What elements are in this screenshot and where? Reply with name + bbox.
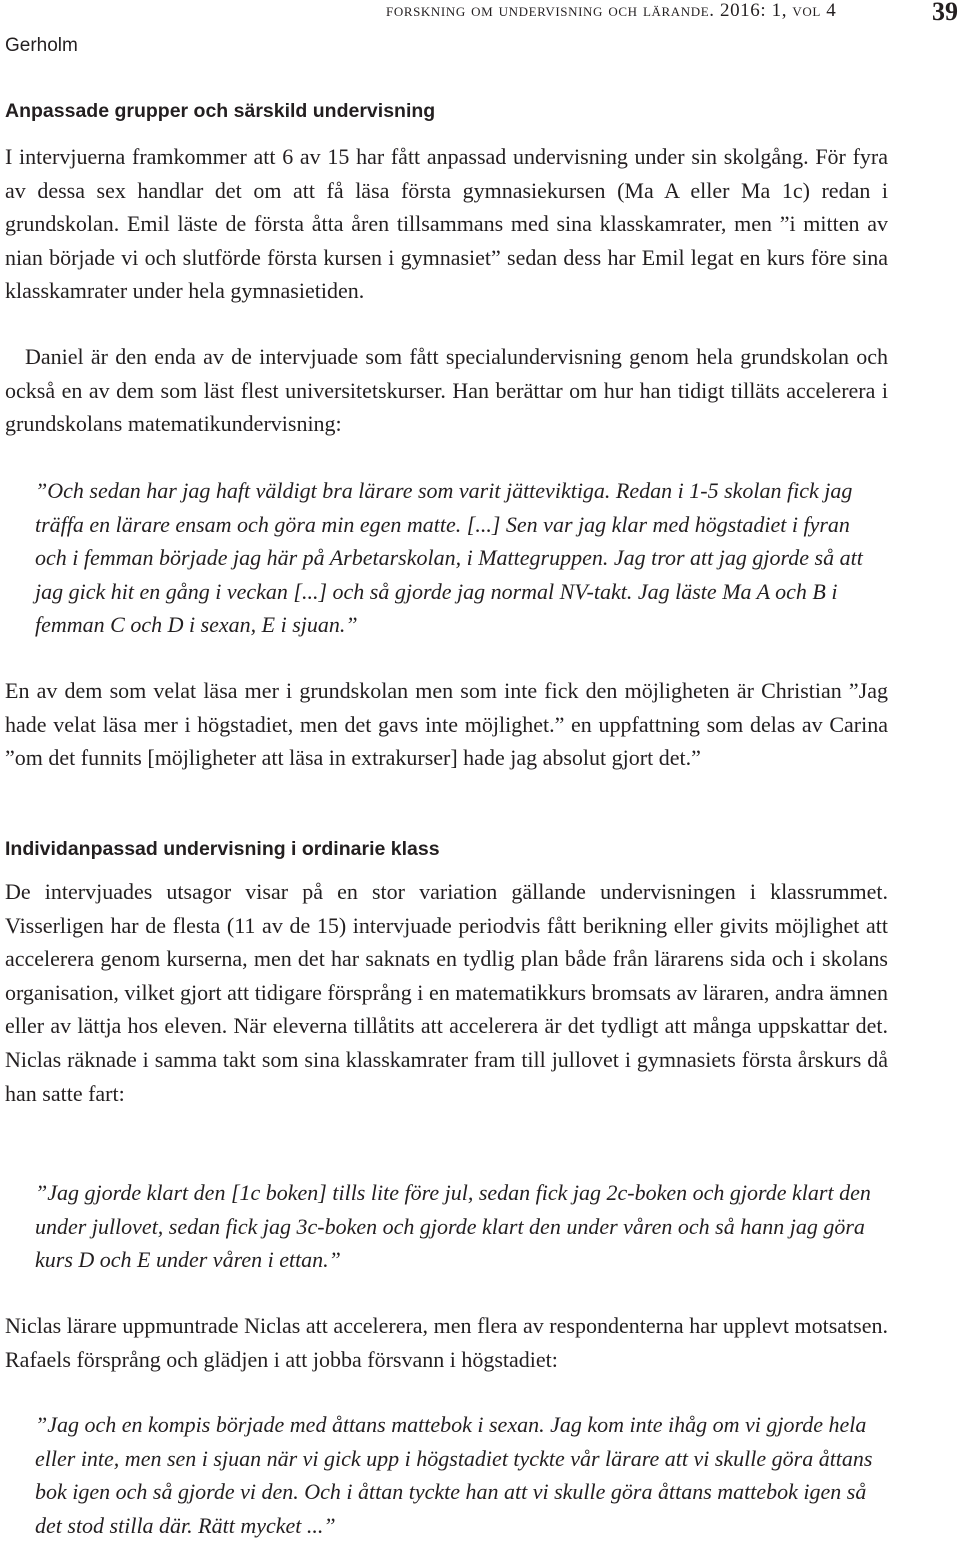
paragraph-niclas-rafael: Niclas lärare uppmuntrade Niclas att accelerera, men flera av respondenterna har upplevt motsatsen. Rafaels försprång och glädjen i att jobba försvann i högstadiet: <box>5 1313 888 1372</box>
paragraph-anpassad-undervisning: I intervjuerna framkommer att 6 av 15 har fått anpassad undervisning under sin skolgång. För fyra av dessa sex handlar det om att få läsa första gymnasiekursen (Ma A eller Ma 1c) redan i grundskolan. Emil läste de första åtta åren tillsammans med sina klasskamrater, men ”i mitten av nian började vi och slutförde första kursen i gymnasiet” sedan dess har Emil legat en kurs före sina klasskamrater under hela gymnasietiden. <box>5 144 888 304</box>
quote-niclas: ”Jag gjorde klart den [1c boken] tills lite före jul, sedan fick jag 2c-boken och gjorde klart den under jullovet, sedan fick jag 3c-boken och gjorde klart den under våren och så hann jag göra kurs D och E under våren i ettan.” <box>35 1180 871 1273</box>
section-heading-anpassade-grupper: Anpassade grupper och särskild undervisning <box>5 100 436 122</box>
section-heading-individanpassad: Individanpassad undervisning i ordinarie klass <box>5 838 440 860</box>
paragraph-daniel: Daniel är den enda av de intervjuade som fått specialundervisning genom hela grundskolan och också en av dem som läst flest universitetskurser. Han berättar om hur han tidigt tilläts accelerera i grundskolans matematikundervisning: <box>5 344 888 437</box>
page-number: 39 <box>932 0 958 26</box>
running-header-author: Gerholm <box>5 35 78 56</box>
quote-daniel: ”Och sedan har jag haft väldigt bra lärare som varit jätteviktiga. Redan i 1-5 skolan fick jag träffa en lärare ensam och göra min egen matte. [...] Sen var jag klar med högstadiet i fyran och i femman började jag här på Arbetarskolan, i Mattegruppen. Jag tror att jag gjorde så att jag gick hit en gång i veckan [...] och så gjorde jag normal NV-takt. Jag läste Ma A och B i femman C och D i sexan, E i sjuan.” <box>35 478 863 638</box>
paragraph-christian-carina: En av dem som velat läsa mer i grundskolan men som inte fick den möjligheten är Christian ”Jag hade velat läsa mer i högstadiet, men det gavs inte möjlighet.” en uppfattning som delas av Carina ”om det funnits [möjligheter att läsa in extrakurser] hade jag absolut gjort det.” <box>5 678 888 771</box>
paragraph-variation-undervisning: De intervjuades utsagor visar på en stor variation gällande undervisningen i klassrummet. Visserligen har de flesta (11 av de 15) intervjuade periodvis fått berikning eller givits möjlighet att accelerera genom kurserna, men det har saknats en tydlig plan både från lärarens sida och i skolans organisation, vilket gjort att tidigare försprång i en matematikkurs bromsats av läraren, andra ämnen eller av lättja hos eleven. När eleverna tillåtits att accelerera är det tydligt att många uppskattar det. Niclas räknade i samma takt som sina klasskamrater fram till jullovet i gymnasiets första årskurs då han satte fart: <box>5 879 888 1106</box>
quote-rafael: ”Jag och en kompis började med åttans mattebok i sexan. Jag kom inte ihåg om vi gjorde hela eller inte, men sen i sjuan när vi gick upp i högstadiet tyckte vår lärare att vi skulle göra åttans bok igen och så gjorde vi den. Och i åttan tyckte han att vi skulle göra åttans mattebok igen så det stod stilla där. Rätt mycket ...” <box>35 1412 873 1538</box>
running-header-journal: forskning om undervisning och lärande. 2016: 1, vol 4 <box>386 0 837 21</box>
